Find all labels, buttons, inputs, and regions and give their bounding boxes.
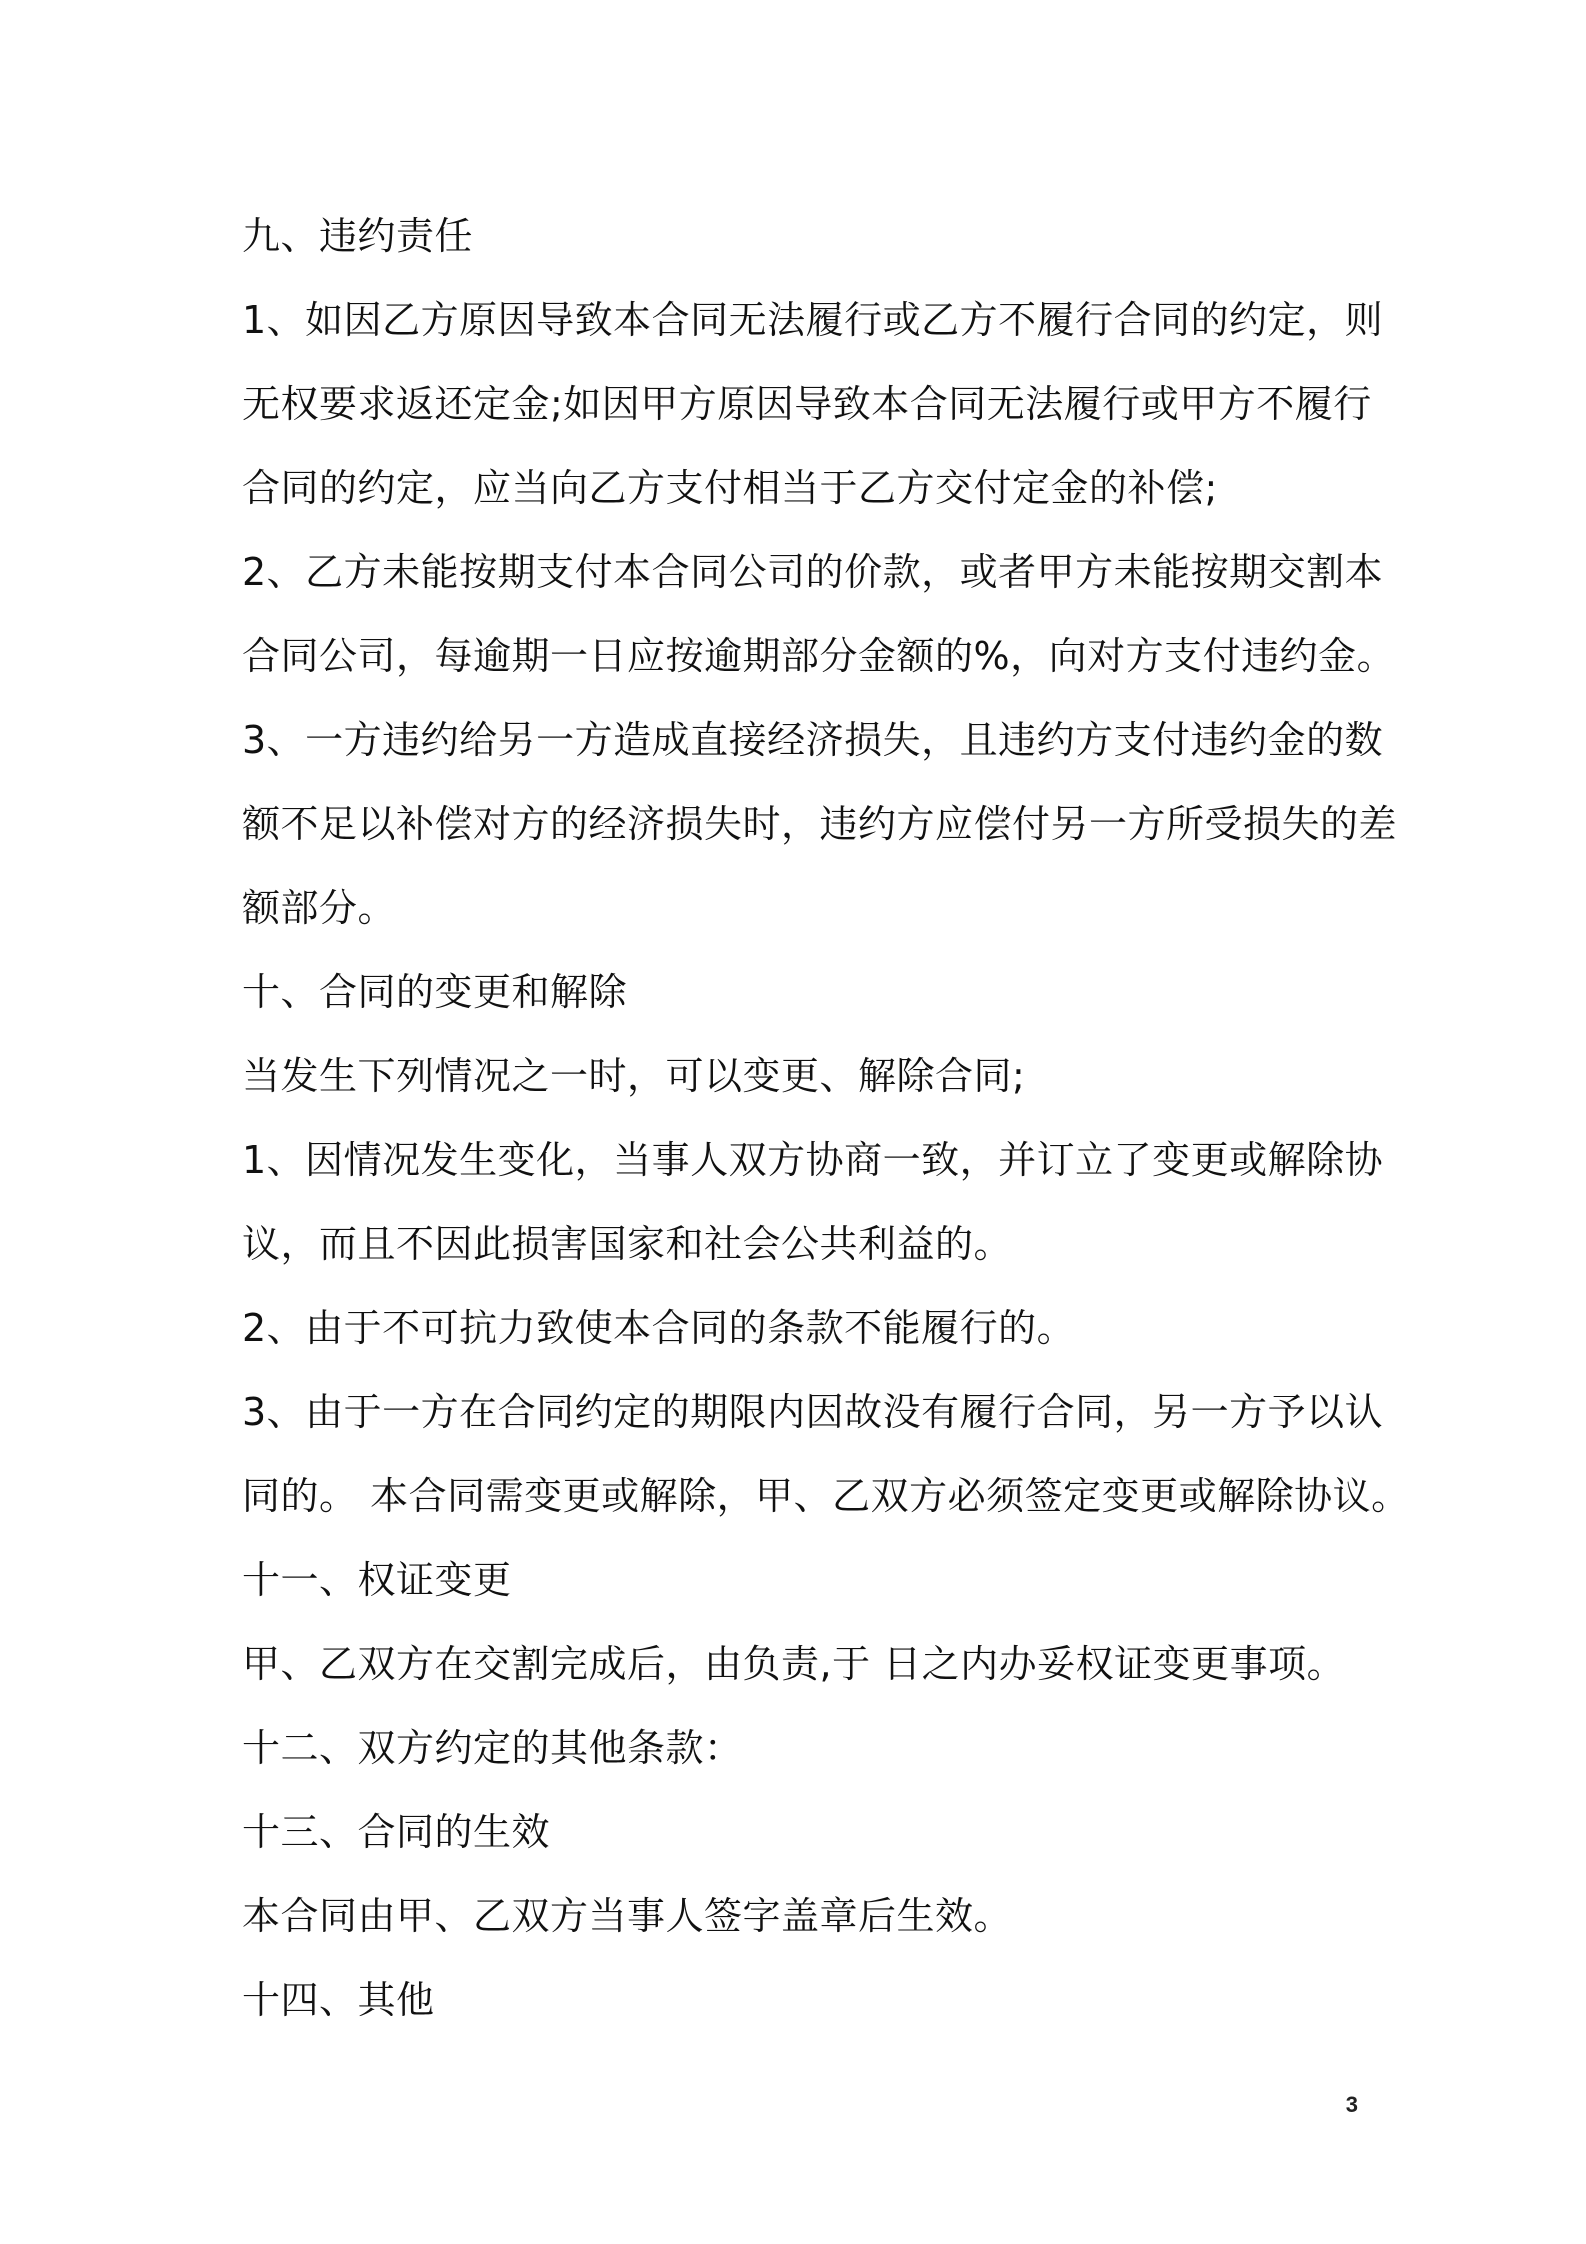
section-heading-other-terms: 十二、双方约定的其他条款： [242, 1726, 743, 1770]
document-body [242, 194, 1410, 2042]
section-heading-breach-liability: 九、违约责任 [242, 214, 474, 258]
paragraph-line: 本合同由甲、乙双方当事人签字盖章后生效。 [242, 1894, 1013, 1938]
paragraph-line: 合同的约定，应当向乙方支付相当于乙方交付定金的补偿; [242, 466, 1218, 510]
section-heading-other: 十四、其他 [242, 1978, 435, 2022]
section-heading-effectiveness: 十三、合同的生效 [242, 1810, 551, 1854]
paragraph-line: 无权要求返还定金;如因甲方原因导致本合同无法履行或甲方不履行 [242, 382, 1372, 426]
paragraph-line: 2、乙方未能按期支付本合同公司的价款，或者甲方未能按期交割本 [242, 550, 1384, 594]
paragraph-line: 2、由于不可抗力致使本合同的条款不能履行的。 [242, 1306, 1076, 1350]
page-number: 3 [1345, 2092, 1358, 2117]
paragraph-line: 同的。 本合同需变更或解除，甲、乙双方必须签定变更或解除协议。 [242, 1474, 1410, 1518]
paragraph-line: 3、由于一方在合同约定的期限内因故没有履行合同，另一方予以认 [242, 1390, 1384, 1434]
paragraph-line: 议，而且不因此损害国家和社会公共利益的。 [242, 1222, 1013, 1266]
paragraph-line: 当发生下列情况之一时，可以变更、解除合同; [242, 1054, 1026, 1098]
section-heading-amendment-termination: 十、合同的变更和解除 [242, 970, 628, 1014]
paragraph-line: 1、如因乙方原因导致本合同无法履行或乙方不履行合同的约定，则 [242, 298, 1384, 342]
paragraph-line: 合同公司，每逾期一日应按逾期部分金额的%，向对方支付违约金。 [242, 634, 1396, 678]
paragraph-line: 甲、乙双方在交割完成后，由负责,于 日之内办妥权证变更事项。 [242, 1642, 1346, 1686]
section-heading-title-change: 十一、权证变更 [242, 1558, 512, 1602]
paragraph-line: 额部分。 [242, 886, 397, 930]
paragraph-line: 额不足以补偿对方的经济损失时，违约方应偿付另一方所受损失的差 [242, 802, 1398, 846]
paragraph-line: 3、一方违约给另一方造成直接经济损失，且违约方支付违约金的数 [242, 718, 1384, 762]
paragraph-line: 1、因情况发生变化，当事人双方协商一致，并订立了变更或解除协 [242, 1138, 1384, 1182]
